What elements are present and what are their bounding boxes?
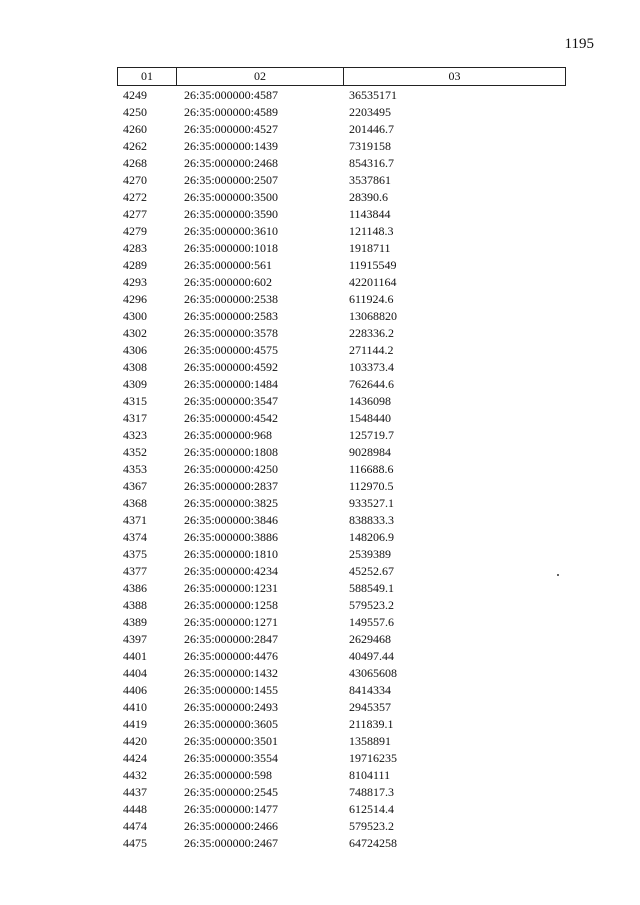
cell-number: 4283 — [123, 241, 147, 255]
cell-cadastral-id: 26:35:000000:3605 — [184, 717, 279, 731]
cell-number: 4268 — [123, 156, 147, 170]
cell-cadastral-id: 26:35:000000:1484 — [184, 377, 279, 391]
cell-number: 4293 — [123, 275, 147, 289]
cell-number: 4262 — [123, 139, 147, 153]
cell-number: 4250 — [123, 105, 147, 119]
cell-cadastral-id: 26:35:000000:2837 — [184, 479, 279, 493]
cell-cadastral-id: 26:35:000000:4542 — [184, 411, 279, 425]
cell-cadastral-id: 26:35:000000:561 — [184, 258, 273, 272]
cell-number: 4300 — [123, 309, 147, 323]
cell-number: 4420 — [123, 734, 147, 748]
cell-cadastral-id: 26:35:000000:3578 — [184, 326, 279, 340]
cell-value: 42201164 — [349, 275, 397, 289]
table-row — [117, 308, 566, 325]
table-row — [117, 223, 566, 240]
cell-number: 4306 — [123, 343, 147, 357]
cell-value: 1436098 — [349, 394, 391, 408]
table-body — [117, 87, 566, 852]
cell-cadastral-id: 26:35:000000:1258 — [184, 598, 279, 612]
cell-number: 4388 — [123, 598, 147, 612]
cell-value: 40497.44 — [349, 649, 394, 663]
cell-value: 588549.1 — [349, 581, 394, 595]
cell-value: 612514.4 — [349, 802, 394, 816]
table-row — [117, 495, 566, 512]
cell-value: 611924.6 — [349, 292, 394, 306]
cell-cadastral-id: 26:35:000000:4587 — [184, 88, 279, 102]
cell-cadastral-id: 26:35:000000:1432 — [184, 666, 279, 680]
cell-cadastral-id: 26:35:000000:4476 — [184, 649, 279, 663]
cell-cadastral-id: 26:35:000000:1477 — [184, 802, 279, 816]
table-row — [117, 461, 566, 478]
cell-number: 4289 — [123, 258, 147, 272]
table-row — [117, 376, 566, 393]
table-row — [117, 648, 566, 665]
cell-value: 3537861 — [349, 173, 391, 187]
cell-cadastral-id: 26:35:000000:602 — [184, 275, 273, 289]
table-row — [117, 104, 566, 121]
cell-cadastral-id: 26:35:000000:2538 — [184, 292, 279, 306]
cell-cadastral-id: 26:35:000000:4527 — [184, 122, 279, 136]
table-row — [117, 427, 566, 444]
cell-cadastral-id: 26:35:000000:3547 — [184, 394, 279, 408]
cell-value: 148206.9 — [349, 530, 394, 544]
table-row — [117, 580, 566, 597]
cell-number: 4279 — [123, 224, 147, 238]
table-row — [117, 240, 566, 257]
cell-value: 13068820 — [349, 309, 397, 323]
table-header — [117, 67, 566, 86]
cell-value: 103373.4 — [349, 360, 394, 374]
header-col-02: 02 — [177, 68, 344, 85]
cell-value: 579523.2 — [349, 819, 394, 833]
cell-number: 4432 — [123, 768, 147, 782]
cell-value: 11915549 — [349, 258, 397, 272]
cell-cadastral-id: 26:35:000000:1018 — [184, 241, 279, 255]
cell-value: 112970.5 — [349, 479, 394, 493]
table-row — [117, 614, 566, 631]
cell-cadastral-id: 26:35:000000:1439 — [184, 139, 279, 153]
cell-number: 4474 — [123, 819, 147, 833]
table-row — [117, 597, 566, 614]
table-row — [117, 699, 566, 716]
table-row — [117, 291, 566, 308]
cell-number: 4315 — [123, 394, 147, 408]
table-row — [117, 631, 566, 648]
cell-cadastral-id: 26:35:000000:2466 — [184, 819, 279, 833]
table-row — [117, 410, 566, 427]
cell-number: 4309 — [123, 377, 147, 391]
cell-cadastral-id: 26:35:000000:1808 — [184, 445, 279, 459]
table-row — [117, 121, 566, 138]
cell-value: 125719.7 — [349, 428, 394, 442]
cell-cadastral-id: 26:35:000000:3610 — [184, 224, 279, 238]
cell-number: 4448 — [123, 802, 147, 816]
cell-number: 4270 — [123, 173, 147, 187]
cell-number: 4437 — [123, 785, 147, 799]
table-row — [117, 206, 566, 223]
cell-cadastral-id: 26:35:000000:2468 — [184, 156, 279, 170]
cell-value: 762644.6 — [349, 377, 394, 391]
table-row — [117, 342, 566, 359]
cell-cadastral-id: 26:35:000000:4575 — [184, 343, 279, 357]
cell-cadastral-id: 26:35:000000:1810 — [184, 547, 279, 561]
cell-value: 1918711 — [349, 241, 391, 255]
cell-value: 854316.7 — [349, 156, 394, 170]
table-row — [117, 716, 566, 733]
table-row — [117, 512, 566, 529]
cell-value: 64724258 — [349, 836, 397, 850]
cell-value: 43065608 — [349, 666, 397, 680]
table-row — [117, 529, 566, 546]
cell-cadastral-id: 26:35:000000:968 — [184, 428, 273, 442]
cell-value: 36535171 — [349, 88, 397, 102]
cell-cadastral-id: 26:35:000000:3590 — [184, 207, 279, 221]
cell-cadastral-id: 26:35:000000:3501 — [184, 734, 279, 748]
cell-cadastral-id: 26:35:000000:4589 — [184, 105, 279, 119]
cell-value: 28390.6 — [349, 190, 388, 204]
cell-value: 1548440 — [349, 411, 391, 425]
header-col-01: 01 — [118, 68, 177, 85]
cell-value: 9028984 — [349, 445, 391, 459]
cell-value: 2539389 — [349, 547, 391, 561]
cell-cadastral-id: 26:35:000000:3886 — [184, 530, 279, 544]
cell-number: 4296 — [123, 292, 147, 306]
cell-number: 4353 — [123, 462, 147, 476]
cell-value: 45252.67 — [349, 564, 394, 578]
cell-value: 121148.3 — [349, 224, 394, 238]
cell-cadastral-id: 26:35:000000:2847 — [184, 632, 279, 646]
table-row — [117, 138, 566, 155]
cell-number: 4371 — [123, 513, 147, 527]
cell-value: 2203495 — [349, 105, 391, 119]
cell-value: 116688.6 — [349, 462, 394, 476]
table-row — [117, 682, 566, 699]
cell-value: 149557.6 — [349, 615, 394, 629]
table-row — [117, 665, 566, 682]
cell-cadastral-id: 26:35:000000:4592 — [184, 360, 279, 374]
cell-number: 4272 — [123, 190, 147, 204]
cell-value: 19716235 — [349, 751, 397, 765]
cell-number: 4277 — [123, 207, 147, 221]
table-row — [117, 835, 566, 852]
cell-value: 1143844 — [349, 207, 391, 221]
header-col-03: 03 — [448, 69, 461, 83]
cell-value: 228336.2 — [349, 326, 394, 340]
cell-number: 4404 — [123, 666, 147, 680]
cell-number: 4424 — [123, 751, 147, 765]
table-row — [117, 155, 566, 172]
cell-number: 4302 — [123, 326, 147, 340]
cell-cadastral-id: 26:35:000000:2467 — [184, 836, 279, 850]
table-row — [117, 189, 566, 206]
cell-value: 7319158 — [349, 139, 391, 153]
cell-value: 838833.3 — [349, 513, 394, 527]
page-number: 1195 — [564, 36, 594, 52]
cell-value: 1358891 — [349, 734, 391, 748]
cell-number: 4260 — [123, 122, 147, 136]
cell-cadastral-id: 26:35:000000:1231 — [184, 581, 279, 595]
table-row — [117, 801, 566, 818]
cell-number: 4249 — [123, 88, 147, 102]
table-row — [117, 750, 566, 767]
cell-cadastral-id: 26:35:000000:3825 — [184, 496, 279, 510]
cell-value: 2629468 — [349, 632, 391, 646]
cell-number: 4352 — [123, 445, 147, 459]
cell-value: 8414334 — [349, 683, 391, 697]
cell-number: 4323 — [123, 428, 147, 442]
cell-value: 211839.1 — [349, 717, 394, 731]
stray-dot — [557, 574, 559, 576]
cell-cadastral-id: 26:35:000000:1271 — [184, 615, 279, 629]
cell-number: 4406 — [123, 683, 147, 697]
cell-number: 4308 — [123, 360, 147, 374]
cell-value: 2945357 — [349, 700, 391, 714]
table-row — [117, 444, 566, 461]
cell-value: 201446.7 — [349, 122, 394, 136]
cell-cadastral-id: 26:35:000000:2583 — [184, 309, 279, 323]
data-table — [117, 67, 566, 852]
cell-cadastral-id: 26:35:000000:598 — [184, 768, 273, 782]
table-row — [117, 818, 566, 835]
cell-number: 4410 — [123, 700, 147, 714]
table-row — [117, 87, 566, 104]
table-row — [117, 784, 566, 801]
table-row — [117, 274, 566, 291]
cell-value: 8104111 — [349, 768, 391, 782]
cell-number: 4377 — [123, 564, 147, 578]
cell-cadastral-id: 26:35:000000:2493 — [184, 700, 279, 714]
table-row — [117, 733, 566, 750]
cell-number: 4386 — [123, 581, 147, 595]
cell-value: 933527.1 — [349, 496, 394, 510]
table-row — [117, 359, 566, 376]
cell-value: 579523.2 — [349, 598, 394, 612]
cell-number: 4401 — [123, 649, 147, 663]
cell-number: 4317 — [123, 411, 147, 425]
table-row — [117, 172, 566, 189]
cell-number: 4374 — [123, 530, 147, 544]
cell-value: 748817.3 — [349, 785, 394, 799]
cell-number: 4419 — [123, 717, 147, 731]
cell-cadastral-id: 26:35:000000:2507 — [184, 173, 279, 187]
table-row — [117, 478, 566, 495]
cell-cadastral-id: 26:35:000000:2545 — [184, 785, 279, 799]
table-row — [117, 563, 566, 580]
table-row — [117, 325, 566, 342]
cell-number: 4397 — [123, 632, 147, 646]
table-row — [117, 546, 566, 563]
cell-number: 4367 — [123, 479, 147, 493]
table-row — [117, 257, 566, 274]
cell-cadastral-id: 26:35:000000:3846 — [184, 513, 279, 527]
cell-cadastral-id: 26:35:000000:3500 — [184, 190, 279, 204]
cell-number: 4389 — [123, 615, 147, 629]
cell-number: 4368 — [123, 496, 147, 510]
cell-cadastral-id: 26:35:000000:4234 — [184, 564, 279, 578]
cell-cadastral-id: 26:35:000000:3554 — [184, 751, 279, 765]
cell-number: 4375 — [123, 547, 147, 561]
cell-cadastral-id: 26:35:000000:1455 — [184, 683, 279, 697]
table-row — [117, 767, 566, 784]
cell-number: 4475 — [123, 836, 147, 850]
table-row — [117, 393, 566, 410]
cell-value: 271144.2 — [349, 343, 394, 357]
cell-cadastral-id: 26:35:000000:4250 — [184, 462, 279, 476]
